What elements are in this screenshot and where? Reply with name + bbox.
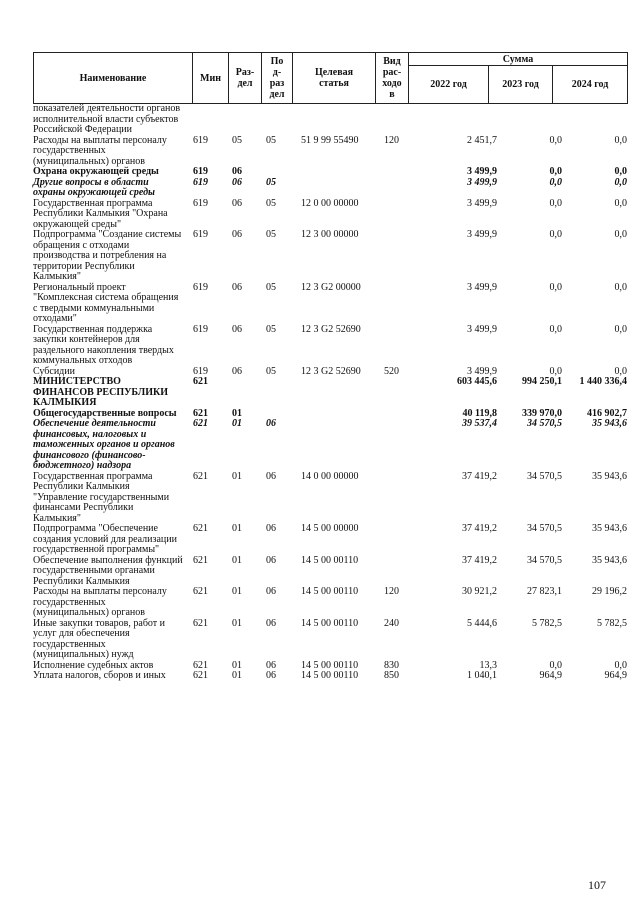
cell-section: 01 <box>232 586 242 597</box>
cell-2022: 2 451,7 <box>467 134 497 146</box>
cell-target-article: 12 3 00 00000 <box>301 229 359 240</box>
cell-2023: 0,0 <box>549 365 562 377</box>
cell-section: 05 <box>232 134 242 146</box>
row-name: Иные закупки товаров, работ и услуг для обеспечения государственных (муниципальных) нужд <box>33 617 166 660</box>
cell-2024: 0,0 <box>614 365 627 377</box>
cell-2023: 339 970,0 <box>522 407 562 419</box>
cell-2023: 0,0 <box>549 176 562 188</box>
cell-target-article: 14 5 00 00110 <box>301 554 359 566</box>
header-podrazdel: По д- раз дел <box>262 53 293 104</box>
cell-subsection: 05 <box>266 323 276 335</box>
row-name: Расходы на выплаты персоналу государственных (муниципальных) органов <box>33 586 167 618</box>
cell-expense-type: 240 <box>384 617 399 629</box>
table-row <box>33 524 627 556</box>
cell-ministry: 621 <box>193 670 208 681</box>
cell-section: 01 <box>232 418 242 429</box>
cell-2024: 35 943,6 <box>592 554 627 566</box>
row-name: Общегосударственные вопросы <box>33 407 177 419</box>
cell-subsection: 06 <box>266 617 276 629</box>
cell-2024: 0,0 <box>614 197 627 209</box>
cell-2022: 40 119,8 <box>462 407 497 419</box>
table-row <box>33 619 627 661</box>
table-body <box>33 104 627 682</box>
cell-subsection: 05 <box>266 176 276 188</box>
cell-section: 06 <box>232 166 242 177</box>
cell-section: 01 <box>232 554 242 566</box>
cell-2022: 3 499,9 <box>467 176 497 188</box>
page-number: 107 <box>588 878 606 892</box>
cell-2022: 3 499,9 <box>467 197 497 209</box>
cell-ministry: 621 <box>193 617 208 629</box>
row-name: МИНИСТЕРСТВО ФИНАНСОВ РЕСПУБЛИКИ КАЛМЫКИЯ <box>33 376 169 408</box>
cell-section: 01 <box>232 617 242 629</box>
cell-2024: 35 943,6 <box>592 418 627 429</box>
cell-section: 06 <box>232 323 242 335</box>
cell-2024: 35 943,6 <box>592 470 627 482</box>
cell-2023: 964,9 <box>539 670 562 681</box>
header-2022: 2022 год <box>409 66 489 104</box>
header-2024: 2024 год <box>553 66 628 104</box>
cell-ministry: 619 <box>193 134 208 146</box>
cell-target-article: 14 5 00 00110 <box>301 617 359 629</box>
table-row <box>33 283 627 325</box>
cell-2022: 37 419,2 <box>462 523 497 534</box>
cell-section: 01 <box>232 659 242 671</box>
header-2023: 2023 год <box>489 66 553 104</box>
row-name: Государственная программа Республики Калмыкия "Охрана окружающей среды" <box>33 197 168 230</box>
row-name: Подпрограмма "Создание системы обращения с отходами производства и потребления на территории Республики Калмыкия" <box>33 229 182 282</box>
row-name: Обеспечение деятельности финансовых, налоговых и таможенных органов и органов финансового (финансово-бюджетного) надзора <box>33 418 175 471</box>
cell-2024: 1 440 336,4 <box>579 376 627 387</box>
cell-2023: 34 570,5 <box>527 418 562 429</box>
cell-2022: 5 444,6 <box>467 617 497 629</box>
cell-subsection: 05 <box>266 197 276 209</box>
row-name: Уплата налогов, сборов и иных <box>33 670 166 681</box>
cell-2024: 0,0 <box>614 659 627 671</box>
table-row <box>33 556 627 588</box>
cell-2022: 603 445,6 <box>457 376 497 387</box>
cell-expense-type: 520 <box>384 365 399 377</box>
row-name: Расходы на выплаты персоналу государственных (муниципальных) органов <box>33 134 167 167</box>
cell-2023: 34 570,5 <box>527 554 562 566</box>
table-row <box>33 104 627 136</box>
cell-ministry: 619 <box>193 281 208 293</box>
row-name: Подпрограмма "Обеспечение создания условий для реализации государственной программы" <box>33 523 177 555</box>
cell-subsection: 06 <box>266 586 276 597</box>
cell-2024: 35 943,6 <box>592 523 627 534</box>
row-name: Государственная программа Республики Калмыкия "Управление государственными финансами Республики Калмыкия" <box>33 470 170 524</box>
header-razdel: Раз- дел <box>229 53 262 104</box>
table-row <box>33 587 627 619</box>
cell-ministry: 621 <box>193 659 208 671</box>
cell-section: 01 <box>232 407 242 419</box>
cell-ministry: 619 <box>193 197 208 209</box>
cell-2022: 3 499,9 <box>467 365 497 377</box>
cell-section: 01 <box>232 523 242 534</box>
table-row <box>33 230 627 283</box>
cell-2024: 0,0 <box>614 323 627 335</box>
cell-2023: 34 570,5 <box>527 470 562 482</box>
cell-section: 01 <box>232 470 242 482</box>
cell-ministry: 621 <box>193 586 208 597</box>
cell-target-article: 12 0 00 00000 <box>301 197 359 209</box>
cell-2024: 29 196,2 <box>592 586 627 597</box>
cell-ministry: 619 <box>193 166 208 177</box>
cell-2022: 39 537,4 <box>462 418 497 429</box>
cell-target-article: 14 5 00 00110 <box>301 670 359 681</box>
cell-2023: 0,0 <box>549 323 562 335</box>
cell-subsection: 06 <box>266 670 276 681</box>
cell-2022: 13,3 <box>479 659 497 671</box>
cell-subsection: 05 <box>266 365 276 377</box>
cell-2024: 0,0 <box>614 166 627 177</box>
cell-section: 06 <box>232 281 242 293</box>
cell-ministry: 621 <box>193 407 208 419</box>
header-sum: Сумма <box>409 53 628 66</box>
cell-section: 06 <box>232 176 242 188</box>
table-row <box>33 472 627 525</box>
header-target-article: Целевая статья <box>293 53 376 104</box>
cell-2024: 0,0 <box>614 229 627 240</box>
row-name: показателей деятельности органов исполнительной власти субъектов Российской Федерации <box>33 103 181 135</box>
table-row <box>33 671 627 682</box>
cell-section: 06 <box>232 229 242 240</box>
cell-section: 06 <box>232 197 242 209</box>
cell-subsection: 06 <box>266 523 276 534</box>
cell-2024: 416 902,7 <box>587 407 627 419</box>
cell-section: 01 <box>232 670 242 681</box>
cell-2022: 1 040,1 <box>467 670 497 681</box>
cell-target-article: 14 5 00 00110 <box>301 586 359 597</box>
cell-2024: 0,0 <box>614 134 627 146</box>
cell-subsection: 05 <box>266 281 276 293</box>
table-row <box>33 419 627 472</box>
table-row <box>33 377 627 409</box>
cell-target-article: 12 3 G2 52690 <box>301 365 361 377</box>
cell-2023: 0,0 <box>549 229 562 240</box>
cell-2023: 0,0 <box>549 659 562 671</box>
cell-2024: 964,9 <box>604 670 627 681</box>
cell-ministry: 619 <box>193 323 208 335</box>
cell-ministry: 621 <box>193 523 208 534</box>
cell-ministry: 619 <box>193 229 208 240</box>
cell-ministry: 621 <box>193 376 208 387</box>
cell-2022: 37 419,2 <box>462 554 497 566</box>
cell-2023: 0,0 <box>549 197 562 209</box>
cell-expense-type: 120 <box>384 586 399 597</box>
header-min: Мин <box>193 53 229 104</box>
cell-target-article: 12 3 G2 00000 <box>301 281 361 293</box>
table-row <box>33 178 627 199</box>
cell-2022: 3 499,9 <box>467 229 497 240</box>
cell-expense-type: 850 <box>384 670 399 681</box>
cell-2024: 0,0 <box>614 281 627 293</box>
cell-2022: 30 921,2 <box>462 586 497 597</box>
cell-expense-type: 830 <box>384 659 399 671</box>
cell-target-article: 14 0 00 00000 <box>301 470 359 482</box>
cell-subsection: 05 <box>266 134 276 146</box>
row-name: Обеспечение выполнения функций государственными органами Республики Калмыкия <box>33 554 183 587</box>
row-name: Исполнение судебных актов <box>33 659 154 671</box>
cell-ministry: 621 <box>193 470 208 482</box>
cell-2022: 3 499,9 <box>467 166 497 177</box>
cell-2022: 37 419,2 <box>462 470 497 482</box>
header-name: Наименование <box>34 53 193 104</box>
cell-2022: 3 499,9 <box>467 323 497 335</box>
cell-2023: 0,0 <box>549 134 562 146</box>
cell-2023: 0,0 <box>549 281 562 293</box>
row-name: Охрана окружающей среды <box>33 166 159 177</box>
cell-target-article: 51 9 99 55490 <box>301 134 359 146</box>
cell-ministry: 619 <box>193 365 208 377</box>
header-expense-type: Вид рас- ходо в <box>376 53 409 104</box>
cell-section: 06 <box>232 365 242 377</box>
cell-2023: 27 823,1 <box>527 586 562 597</box>
cell-target-article: 14 5 00 00000 <box>301 523 359 534</box>
cell-target-article: 14 5 00 00110 <box>301 659 359 671</box>
row-name: Другие вопросы в области охраны окружающей среды <box>33 176 155 198</box>
cell-expense-type: 120 <box>384 134 399 146</box>
table-row <box>33 325 627 367</box>
cell-subsection: 05 <box>266 229 276 240</box>
cell-ministry: 621 <box>193 418 208 429</box>
cell-2023: 5 782,5 <box>532 617 562 629</box>
cell-ministry: 619 <box>193 176 208 188</box>
cell-subsection: 06 <box>266 659 276 671</box>
cell-2023: 994 250,1 <box>522 376 562 387</box>
table-row <box>33 167 627 178</box>
row-name: Государственная поддержка закупки контейнеров для раздельного накопления твердых коммунальных отходов <box>33 323 174 366</box>
cell-subsection: 06 <box>266 418 276 429</box>
cell-2024: 5 782,5 <box>597 617 627 629</box>
table-row <box>33 199 627 231</box>
cell-subsection: 06 <box>266 554 276 566</box>
cell-2023: 34 570,5 <box>527 523 562 534</box>
row-name: Региональный проект "Комплексная система обращения с твердыми коммунальными отходами" <box>33 281 179 324</box>
cell-ministry: 621 <box>193 554 208 566</box>
cell-2024: 0,0 <box>614 176 627 188</box>
table-row <box>33 136 627 168</box>
cell-2023: 0,0 <box>549 166 562 177</box>
cell-subsection: 06 <box>266 470 276 482</box>
cell-target-article: 12 3 G2 52690 <box>301 323 361 335</box>
row-name: Субсидии <box>33 365 75 377</box>
table-header <box>33 52 628 104</box>
cell-2022: 3 499,9 <box>467 281 497 293</box>
